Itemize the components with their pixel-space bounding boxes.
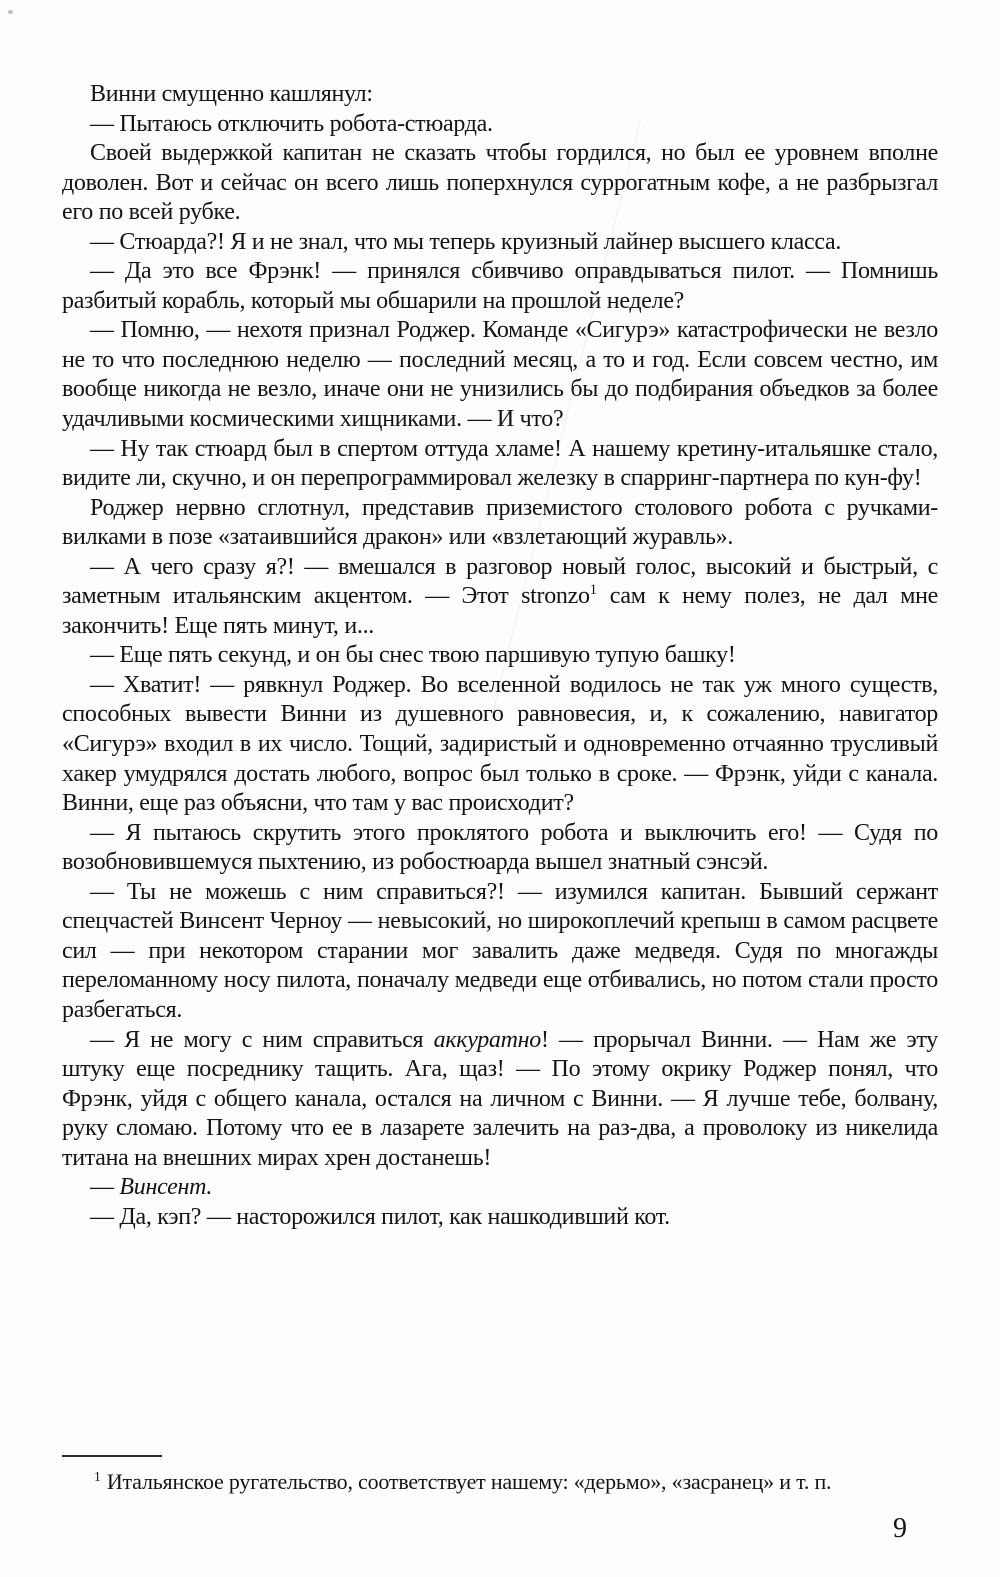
paragraph [62,819,938,878]
text-segment: — Да, кэп? — насторожился пилот, как нашкодивший кот. [90,1203,670,1230]
footnote-marker: 1 [94,1468,101,1484]
text-segment: ! — прорычал Винни. — Нам же эту штуку еще посреднику тащить. Ага, щаз! — По этому окрику Роджер понял, что Фрэнк, уйдя с общего канала, остался на личном с Винни. — Я лучше тебе, болвану, руку сломаю. Потому что ее в лазарете залечить на раз-два, а проволоку из никелида титана на внешних мирах хрен достанешь! [62,1026,939,1171]
paragraph [62,1026,938,1174]
text-segment: — Я пытаюсь скрутить этого проклятого робота и выключить его! — Судя по возобновившемуся пыхтению, из робостюарда вышел знатный сэнсэй. [62,819,938,876]
footnote [62,1468,938,1495]
text-segment: Своей выдержкой капитан не сказать чтобы гордился, но был ее уровнем вполне доволен. Вот и сейчас он всего лишь поперхнулся суррогатным кофе, а не разбрызгал его по всей рубке. [62,140,938,226]
paragraph [62,257,938,316]
text-segment: — А чего сразу я?! — вмешался в разговор новый голос, высокий и быстрый, с заметным итальянским акцентом. — Этот stronzo [62,553,938,610]
text-segment: — Стюарда?! Я и не знал, что мы теперь круизный лайнер высшего класса. [90,228,842,255]
footnote-reference: 1 [589,582,598,599]
text-segment: — Хватит! — рявкнул Роджер. Во вселенной водилось не так уж много существ, способных вывести Винни из душевного равновесия, и, к сожалению, навигатор «Сигурэ» входил в их число. Тощий, задиристый и одновременно отчаянно трусливый хакер умудрялся достать любого, вопрос был только в сроке. — Фрэнк, уйди с канала. Винни, еще раз объясни, что там у вас происходит? [62,671,938,817]
footnote-divider [62,1455,162,1457]
text-segment: — Я не могу с ним справиться [90,1026,434,1053]
text-segment: сам к нему полез, не дал мне закончить! Еще пять минут, и... [62,583,938,639]
paragraph [62,1173,938,1203]
paragraph [62,494,938,553]
text-segment: — Пытаюсь отключить робота-стюарда. [90,110,493,137]
scan-artifact-dot [8,10,13,14]
paragraph [62,641,938,671]
page-number: 9 [893,1513,907,1544]
paragraph [62,228,938,258]
text-segment: — [90,1174,120,1201]
paragraph [62,80,938,110]
text-segment: аккуратно [433,1026,541,1053]
footnote-text: Итальянское ругательство, соответствует нашему: «дерьмо», «засранец» и т. п. [106,1469,832,1494]
paragraph [62,316,938,434]
text-segment: Роджер нервно сглотнул, представив приземистого столового робота с ручками-вилками в позе «затаившийся дракон» или «взлетающий журавль». [62,494,938,551]
text-segment: Винсент. [119,1174,213,1201]
text-segment: — Ну так стюард был в спертом оттуда хламе! А нашему кретину-итальяшке стало, видите ли, скучно, и он перепрограммировал железку в спарринг-партнера по кун-фу! [62,435,938,492]
text-segment: — Ты не можешь с ним справиться?! — изумился капитан. Бывший сержант спецчастей Винсент Черноу — невысокий, но широкоплечий крепыш в самом расцвете сил — при некотором старании мог завалить даже медведя. Судя по многажды переломанному носу пилота, поначалу медведи еще отбивались, но потом стали просто разбегаться. [62,878,938,1023]
text-segment: Винни смущенно кашлянул: [90,81,373,107]
paragraph [62,878,938,1026]
paragraph [62,671,938,819]
paragraph [62,110,938,140]
paragraph [62,1203,938,1233]
text-segment: — Еще пять секунд, и он бы снес твою паршивую тупую башку! [90,642,736,669]
paragraph [62,139,938,228]
paragraph [62,435,938,494]
text-segment: — Помню, — нехотя признал Роджер. Команде «Сигурэ» катастрофически не везло не то что последнюю неделю — последний месяц, а то и год. Если совсем честно, им вообще никогда не везло, иначе они не унизились бы до подбирания объедков за более удачливыми космическими хищниками. — И что? [62,317,938,433]
body-text [62,80,938,1232]
text-segment: — Да это все Фрэнк! — принялся сбивчиво оправдываться пилот. — Помнишь разбитый корабль, который мы обшарили на прошлой неделе? [62,258,938,314]
paragraph [62,553,938,642]
